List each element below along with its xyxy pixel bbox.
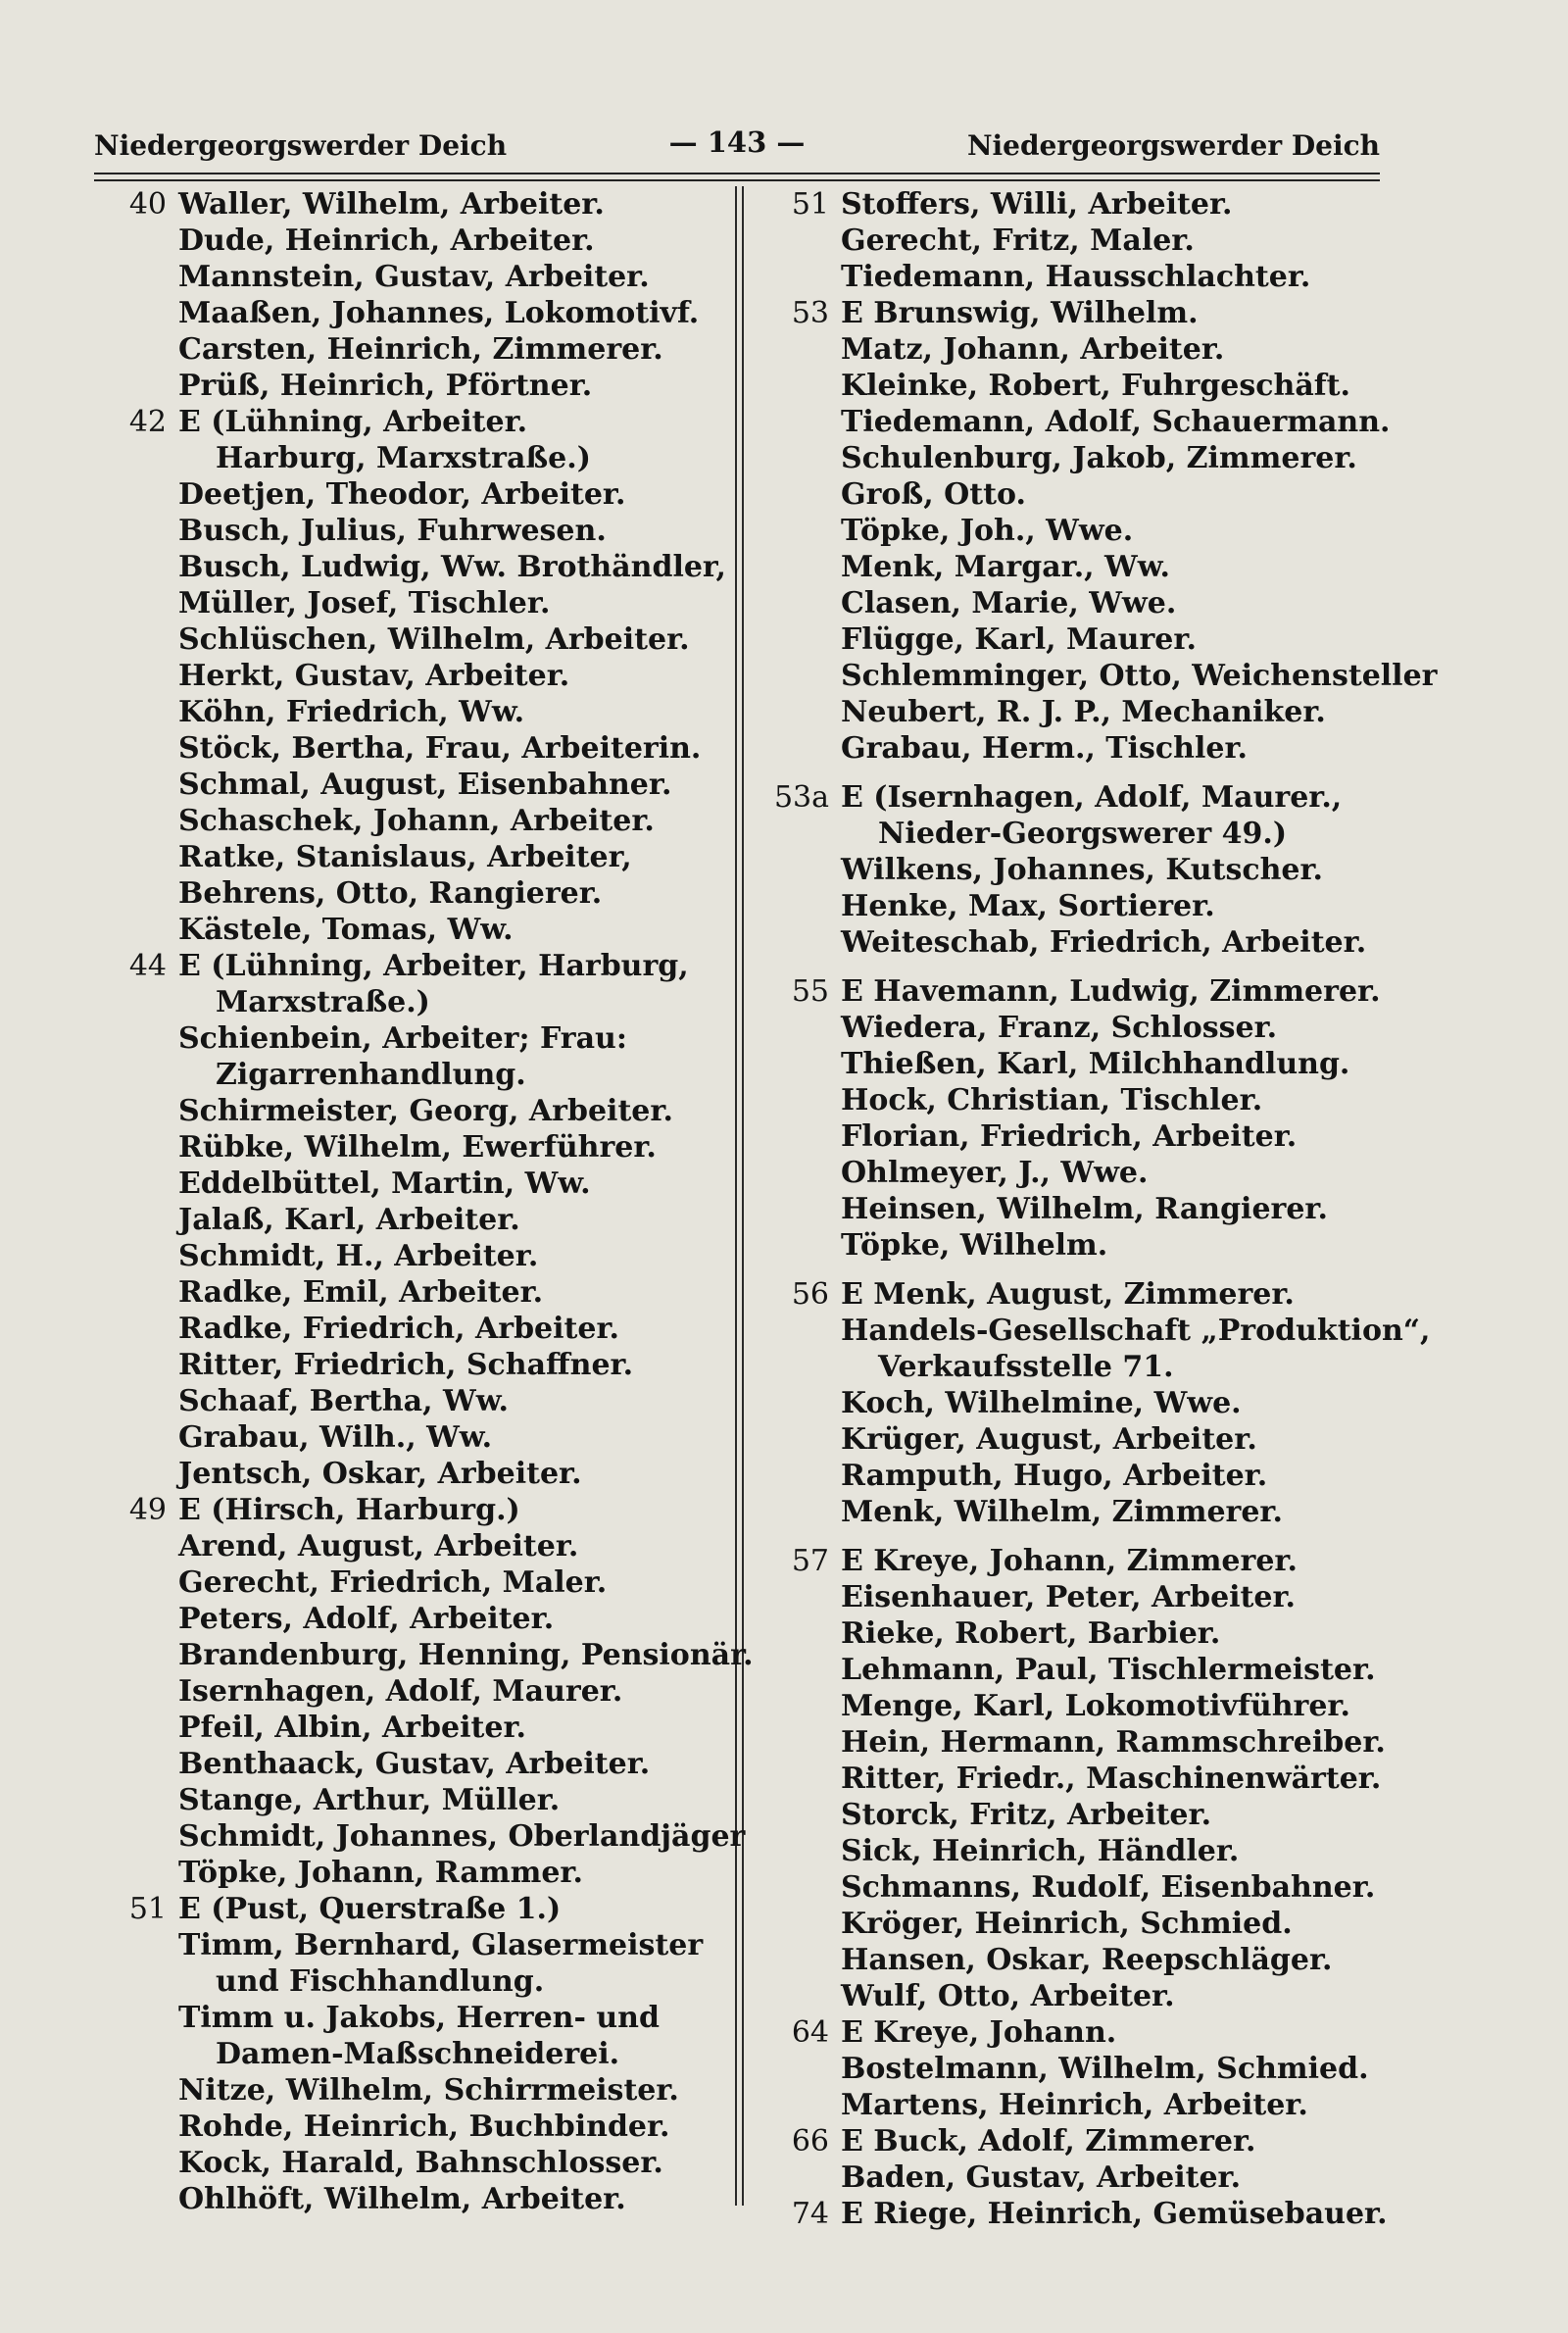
resident-name: Schlemminger, Otto, Weichensteller	[841, 659, 1438, 693]
directory-entry	[772, 1227, 1409, 1264]
directory-entry	[772, 973, 1409, 1010]
resident-name: Kästele, Tomas, Ww.	[178, 913, 514, 947]
resident-name: Töpke, Wilhelm.	[841, 1228, 1108, 1263]
directory-entry	[110, 621, 747, 658]
directory-entry	[110, 1020, 747, 1057]
resident-name: E Kreye, Johann, Zimmerer.	[841, 1544, 1298, 1578]
resident-name: Bostelmann, Wilhelm, Schmied.	[841, 2052, 1369, 2086]
directory-entry	[110, 1274, 747, 1311]
directory-entry	[110, 875, 747, 912]
resident-name: Dude, Heinrich, Arbeiter.	[178, 223, 595, 258]
directory-entry	[772, 1494, 1409, 1530]
directory-entry	[110, 1492, 747, 1528]
resident-name: Damen-Maßschneiderei.	[216, 2037, 620, 2071]
directory-entry	[110, 1710, 747, 1746]
directory-entry	[110, 1057, 747, 1093]
directory-entry	[110, 585, 747, 621]
resident-name: Ohlhöft, Wilhelm, Arbeiter.	[178, 2182, 626, 2216]
resident-name: Ritter, Friedrich, Schaffner.	[178, 1348, 634, 1382]
directory-entry	[110, 1564, 747, 1601]
resident-name: E (Isernhagen, Adolf, Maurer.,	[841, 780, 1343, 815]
resident-name: Stoffers, Willi, Arbeiter.	[841, 187, 1233, 222]
directory-entry	[110, 549, 747, 585]
directory-entry	[110, 259, 747, 295]
directory-entry	[110, 1673, 747, 1710]
header-street-right: Niedergeorgswerder Deich	[966, 129, 1380, 162]
resident-name: Jalaß, Karl, Arbeiter.	[178, 1203, 520, 1237]
directory-entry	[772, 476, 1409, 513]
resident-name: Florian, Friedrich, Arbeiter.	[841, 1119, 1298, 1154]
resident-name: Thießen, Karl, Milchhandlung.	[841, 1047, 1350, 1081]
resident-name: Rohde, Heinrich, Buchbinder.	[178, 2110, 670, 2144]
directory-entry	[110, 440, 747, 476]
resident-name: Nitze, Wilhelm, Schirrmeister.	[178, 2073, 679, 2108]
resident-name: Hein, Hermann, Rammschreiber.	[841, 1725, 1386, 1760]
resident-name: Storck, Fritz, Arbeiter.	[841, 1798, 1212, 1832]
directory-entry	[772, 1155, 1409, 1191]
resident-name: Wiedera, Franz, Schlosser.	[841, 1011, 1278, 1045]
directory-entry	[772, 186, 1409, 223]
directory-entry	[772, 295, 1409, 331]
resident-name: Köhn, Friedrich, Ww.	[178, 695, 525, 729]
directory-entry	[772, 1906, 1409, 1942]
house-number: 51	[128, 1892, 167, 1926]
directory-entry	[772, 1724, 1409, 1761]
resident-name: Radke, Friedrich, Arbeiter.	[178, 1312, 619, 1346]
directory-entry	[772, 1118, 1409, 1155]
house-number: 51	[791, 187, 829, 222]
resident-name: Menk, Margar., Ww.	[841, 550, 1170, 584]
directory-entry	[110, 368, 747, 404]
resident-name: Töpke, Johann, Rammer.	[178, 1856, 583, 1890]
resident-name: Krüger, August, Arbeiter.	[841, 1422, 1257, 1457]
directory-entry	[772, 1313, 1431, 1349]
resident-name: Maaßen, Johannes, Lokomotivf.	[178, 296, 700, 330]
resident-name: Rieke, Robert, Barbier.	[841, 1616, 1221, 1651]
resident-name: Timm, Bernhard, Glasermeister	[178, 1928, 704, 1962]
resident-name: Grabau, Wilh., Ww.	[178, 1420, 493, 1455]
page-number: — 143 —	[668, 125, 806, 159]
directory-entry	[110, 1601, 747, 1637]
resident-name: E Riege, Heinrich, Gemüsebauer.	[841, 2197, 1388, 2231]
resident-name: Mannstein, Gustav, Arbeiter.	[178, 260, 650, 294]
directory-entry	[110, 186, 747, 223]
directory-entry	[110, 1383, 747, 1419]
resident-name: E Menk, August, Zimmerer.	[841, 1277, 1295, 1312]
directory-entry	[772, 404, 1409, 440]
house-number: 66	[791, 2124, 829, 2159]
resident-name: Matz, Johann, Arbeiter.	[841, 332, 1225, 367]
resident-name: Stöck, Bertha, Frau, Arbeiterin.	[178, 731, 702, 766]
directory-entry	[772, 621, 1409, 658]
resident-name: Hansen, Oskar, Reepschläger.	[841, 1943, 1333, 1977]
directory-entry	[772, 223, 1409, 259]
directory-entry	[110, 1963, 747, 2000]
directory-entry	[110, 1746, 747, 1782]
resident-name: Schlüschen, Wilhelm, Arbeiter.	[178, 622, 690, 657]
resident-name: Marxstraße.)	[216, 985, 430, 1019]
directory-entry	[110, 1927, 747, 1963]
directory-entry	[772, 1421, 1409, 1458]
resident-name: Ratke, Stanislaus, Arbeiter,	[178, 840, 632, 874]
directory-entry	[772, 1797, 1409, 1833]
resident-name: Pfeil, Albin, Arbeiter.	[178, 1711, 526, 1745]
resident-name: Behrens, Otto, Rangierer.	[178, 876, 603, 911]
directory-entry	[772, 1579, 1409, 1615]
resident-name: Schirmeister, Georg, Arbeiter.	[178, 1094, 673, 1128]
house-number: 49	[128, 1493, 167, 1527]
resident-name: Nieder-Georgswerer 49.)	[878, 817, 1288, 851]
directory-entry	[110, 2145, 747, 2181]
resident-name: E (Hirsch, Harburg.)	[178, 1493, 520, 1527]
directory-entry	[110, 1855, 747, 1891]
directory-entry	[772, 1978, 1409, 2014]
directory-entry	[110, 1238, 747, 1274]
resident-name: Rübke, Wilhelm, Ewerführer.	[178, 1130, 657, 1165]
directory-entry	[110, 1891, 747, 1927]
house-number: 74	[791, 2197, 829, 2231]
resident-name: Timm u. Jakobs, Herren- und	[178, 2001, 660, 2035]
header-rule-bottom	[94, 179, 1380, 181]
resident-name: Arend, August, Arbeiter.	[178, 1529, 579, 1564]
resident-name: Groß, Otto.	[841, 477, 1026, 512]
directory-entry	[110, 803, 747, 839]
resident-name: Kleinke, Robert, Fuhrgeschäft.	[841, 369, 1350, 403]
directory-entry	[772, 1615, 1409, 1652]
house-number: 57	[791, 1544, 829, 1578]
resident-name: Ohlmeyer, J., Wwe.	[841, 1156, 1149, 1190]
resident-name: Kock, Harald, Bahnschlosser.	[178, 2146, 663, 2180]
directory-entry	[772, 1010, 1409, 1046]
house-number: 53	[791, 296, 829, 330]
directory-entry	[110, 1347, 747, 1383]
directory-entry	[110, 404, 747, 440]
resident-name: Schienbein, Arbeiter; Frau:	[178, 1021, 627, 1056]
resident-name: Stange, Arthur, Müller.	[178, 1783, 561, 1817]
directory-entry	[772, 1652, 1409, 1688]
directory-entry	[772, 1082, 1409, 1118]
resident-name: Menk, Wilhelm, Zimmerer.	[841, 1495, 1283, 1529]
directory-entry	[772, 1385, 1409, 1421]
resident-name: Schulenburg, Jakob, Zimmerer.	[841, 441, 1357, 475]
resident-name: Flügge, Karl, Maurer.	[841, 622, 1197, 657]
house-number: 64	[791, 2015, 829, 2050]
resident-name: Benthaack, Gustav, Arbeiter.	[178, 1747, 651, 1781]
directory-entry	[110, 513, 747, 549]
resident-name: Tiedemann, Adolf, Schauermann.	[841, 405, 1391, 439]
resident-name: Gerecht, Fritz, Maler.	[841, 223, 1195, 258]
resident-name: Weiteschab, Friedrich, Arbeiter.	[841, 925, 1367, 960]
resident-name: E (Pust, Querstraße 1.)	[178, 1892, 562, 1926]
resident-name: Hock, Christian, Tischler.	[841, 1083, 1263, 1117]
directory-entry	[110, 730, 747, 767]
resident-name: Henke, Max, Sortierer.	[841, 889, 1215, 923]
directory-entry	[772, 368, 1409, 404]
page-header	[94, 122, 1380, 171]
resident-name: Prüß, Heinrich, Pförtner.	[178, 369, 593, 403]
resident-name: Wilkens, Johannes, Kutscher.	[841, 853, 1323, 887]
resident-name: Grabau, Herm., Tischler.	[841, 731, 1248, 766]
resident-name: Ramputh, Hugo, Arbeiter.	[841, 1459, 1268, 1493]
directory-entry	[772, 1942, 1409, 1978]
resident-name: Handels-Gesellschaft „Produktion“,	[841, 1314, 1431, 1348]
directory-entry	[110, 1782, 747, 1818]
resident-name: Koch, Wilhelmine, Wwe.	[841, 1386, 1242, 1420]
directory-entry	[772, 549, 1409, 585]
directory-entry	[772, 888, 1409, 924]
directory-entry	[772, 585, 1409, 621]
resident-name: Herkt, Gustav, Arbeiter.	[178, 659, 570, 693]
directory-entry	[772, 2159, 1409, 2196]
directory-entry	[772, 2196, 1409, 2232]
resident-name: Eddelbüttel, Martin, Ww.	[178, 1166, 591, 1201]
resident-name: und Fischhandlung.	[216, 1964, 545, 1999]
directory-entry	[772, 440, 1409, 476]
directory-entry	[772, 2087, 1409, 2123]
resident-name: Jentsch, Oskar, Arbeiter.	[178, 1457, 582, 1491]
resident-name: Ritter, Friedr., Maschinenwärter.	[841, 1762, 1382, 1796]
directory-entry	[110, 1311, 747, 1347]
directory-entry	[110, 839, 747, 875]
resident-name: Neubert, R. J. P., Mechaniker.	[841, 695, 1326, 729]
directory-entry	[772, 1191, 1409, 1227]
resident-name: E Kreye, Johann.	[841, 2015, 1117, 2050]
resident-name: Müller, Josef, Tischler.	[178, 586, 551, 620]
resident-name: Peters, Adolf, Arbeiter.	[178, 1602, 555, 1636]
resident-name: Töpke, Joh., Wwe.	[841, 514, 1134, 548]
house-number: 42	[128, 405, 167, 439]
resident-name: Martens, Heinrich, Arbeiter.	[841, 2088, 1308, 2122]
directory-entry	[110, 2181, 747, 2217]
directory-entry	[772, 1276, 1409, 1313]
resident-name: Radke, Emil, Arbeiter.	[178, 1275, 544, 1310]
directory-entry	[772, 1869, 1409, 1906]
directory-entry	[772, 2123, 1409, 2159]
directory-entry	[772, 1458, 1409, 1494]
resident-name: Baden, Gustav, Arbeiter.	[841, 2160, 1242, 2195]
house-number: 44	[128, 949, 167, 983]
directory-entry	[772, 1833, 1409, 1869]
header-rule-top	[94, 173, 1380, 174]
directory-entry	[772, 1543, 1409, 1579]
resident-name: Wulf, Otto, Arbeiter.	[841, 1979, 1175, 2013]
directory-entry	[110, 2000, 747, 2036]
resident-name: Isernhagen, Adolf, Maurer.	[178, 1674, 623, 1709]
directory-entry	[110, 1637, 754, 1673]
resident-name: Brandenburg, Henning, Pensionär.	[178, 1638, 754, 1672]
directory-entry	[110, 948, 747, 984]
directory-entry	[110, 1202, 747, 1238]
resident-name: Clasen, Marie, Wwe.	[841, 586, 1177, 620]
directory-entry	[110, 1129, 747, 1166]
directory-entry	[110, 984, 747, 1020]
resident-name: E (Lühning, Arbeiter, Harburg,	[178, 949, 689, 983]
directory-entry	[772, 1046, 1409, 1082]
directory-entry	[110, 1093, 747, 1129]
resident-name: Menge, Karl, Lokomotivführer.	[841, 1689, 1350, 1723]
directory-entry	[110, 1528, 747, 1564]
resident-name: Gerecht, Friedrich, Maler.	[178, 1565, 608, 1600]
directory-entry	[110, 295, 747, 331]
directory-entry	[110, 476, 747, 513]
directory-entry	[772, 1349, 1409, 1385]
directory-entry	[772, 259, 1409, 295]
resident-name: Busch, Julius, Fuhrwesen.	[178, 514, 607, 548]
resident-name: E Buck, Adolf, Zimmerer.	[841, 2124, 1256, 2159]
directory-entry	[110, 223, 747, 259]
directory-entry	[110, 2109, 747, 2145]
resident-name: Sick, Heinrich, Händler.	[841, 1834, 1240, 1868]
resident-name: Schaschek, Johann, Arbeiter.	[178, 804, 655, 838]
resident-name: Eisenhauer, Peter, Arbeiter.	[841, 1580, 1296, 1614]
resident-name: Busch, Ludwig, Ww. Brothändler,	[178, 550, 726, 584]
resident-name: Schmanns, Rudolf, Eisenbahner.	[841, 1870, 1376, 1905]
directory-entry	[772, 658, 1438, 694]
resident-name: Tiedemann, Hausschlachter.	[841, 260, 1311, 294]
resident-name: E (Lühning, Arbeiter.	[178, 405, 528, 439]
house-number: 53a	[773, 780, 829, 815]
directory-entry	[772, 816, 1409, 852]
resident-name: Deetjen, Theodor, Arbeiter.	[178, 477, 626, 512]
directory-entry	[110, 767, 747, 803]
directory-entry	[772, 2014, 1409, 2051]
directory-entry	[110, 1818, 747, 1855]
resident-name: Waller, Wilhelm, Arbeiter.	[178, 187, 605, 222]
resident-name: Lehmann, Paul, Tischlermeister.	[841, 1653, 1376, 1687]
resident-name: Schaaf, Bertha, Ww.	[178, 1384, 509, 1418]
directory-entry	[110, 912, 747, 948]
resident-name: Zigarrenhandlung.	[216, 1058, 526, 1092]
resident-name: Harburg, Marxstraße.)	[216, 441, 591, 475]
directory-entry	[772, 694, 1409, 730]
directory-entry	[772, 1688, 1409, 1724]
directory-entry	[110, 331, 747, 368]
directory-entry	[110, 1456, 747, 1492]
resident-name: Schmidt, H., Arbeiter.	[178, 1239, 539, 1273]
resident-name: Schmal, August, Eisenbahner.	[178, 768, 672, 802]
resident-name: Verkaufsstelle 71.	[878, 1350, 1174, 1384]
left-column	[110, 186, 754, 2217]
directory-entry	[772, 331, 1409, 368]
directory-entry	[772, 2051, 1409, 2087]
resident-name: E Havemann, Ludwig, Zimmerer.	[841, 974, 1381, 1009]
directory-entry	[772, 779, 1409, 816]
resident-name: Carsten, Heinrich, Zimmerer.	[178, 332, 663, 367]
house-number: 55	[791, 974, 829, 1009]
resident-name: E Brunswig, Wilhelm.	[841, 296, 1199, 330]
directory-entry	[110, 1166, 747, 1202]
resident-name: Kröger, Heinrich, Schmied.	[841, 1907, 1293, 1941]
directory-entry	[772, 730, 1409, 767]
directory-entry	[772, 1761, 1409, 1797]
directory-entry	[110, 2072, 747, 2109]
directory-entry	[772, 852, 1409, 888]
header-street-left: Niedergeorgswerder Deich	[94, 129, 508, 162]
directory-entry	[110, 2036, 747, 2072]
resident-name: Schmidt, Johannes, Oberlandjäger	[178, 1819, 746, 1854]
house-number: 56	[791, 1277, 829, 1312]
directory-entry	[110, 1419, 747, 1456]
resident-name: Heinsen, Wilhelm, Rangierer.	[841, 1192, 1328, 1226]
directory-entry	[772, 513, 1409, 549]
right-column	[772, 186, 1438, 2232]
house-number: 40	[128, 187, 167, 222]
directory-entry	[772, 924, 1409, 961]
directory-entry	[110, 694, 747, 730]
directory-entry	[110, 658, 747, 694]
